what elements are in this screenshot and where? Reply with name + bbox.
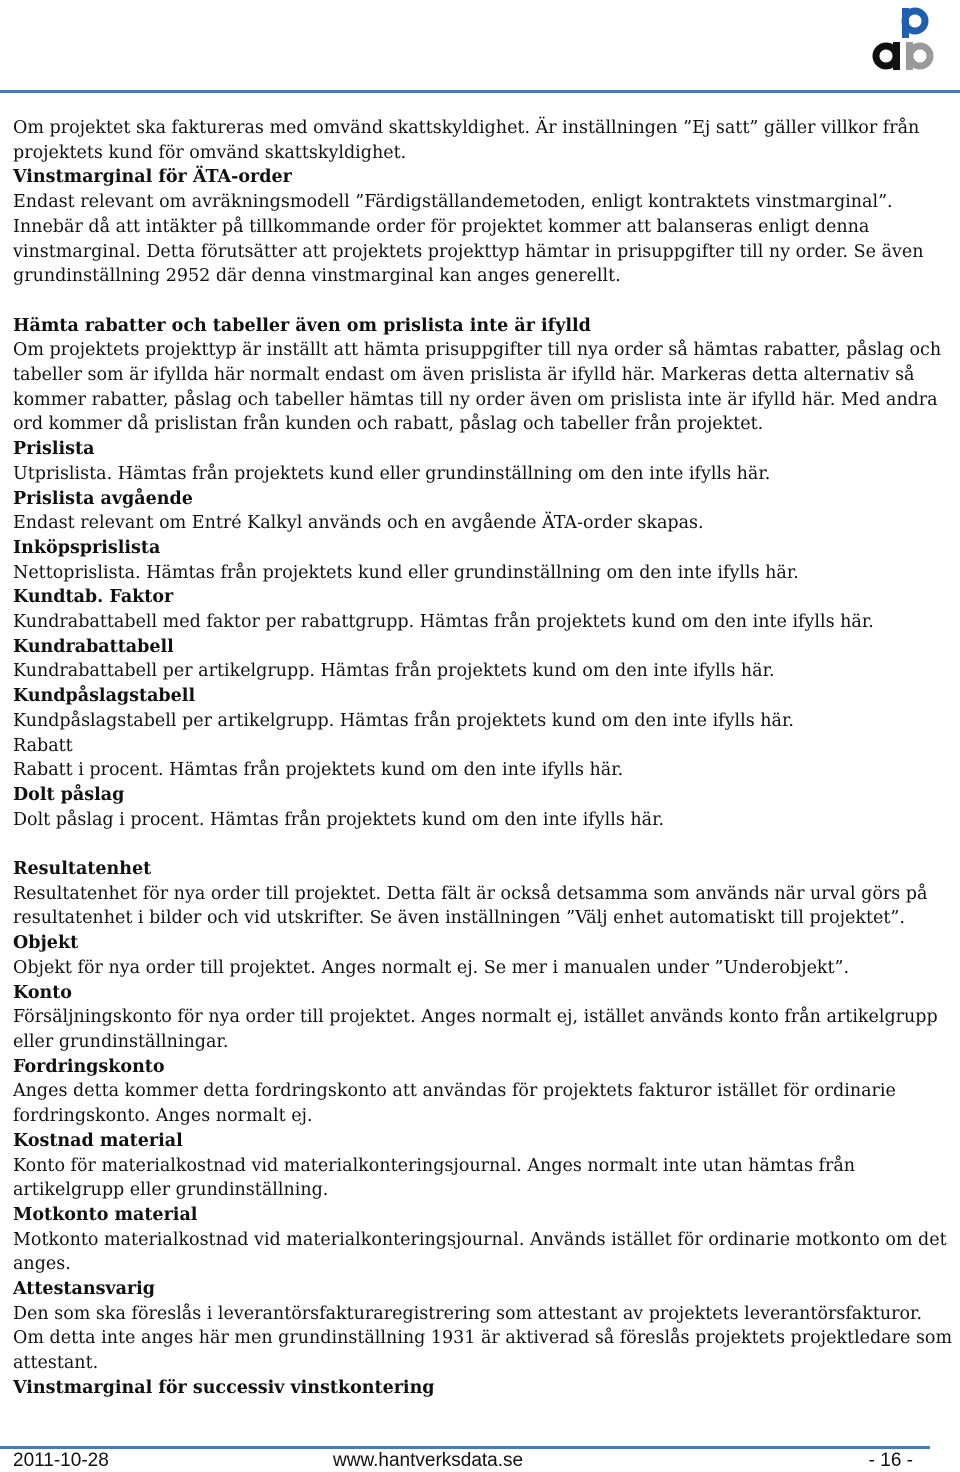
section-text-prislista-avgaende: Endast relevant om Entré Kalkyl används och en avgående ÄTA-order skapas. [13,513,704,534]
footer-rule [0,1446,930,1449]
section-text-konto: Försäljningskonto för nya order till projektet. Anges normalt ej, istället används konto från artikelgrupp eller grundinställningar. [13,1007,938,1052]
section-text-kundpaslagstabell: Kundpåslagstabell per artikelgrupp. Hämtas från projektets kund om den inte ifylls här. [13,710,794,731]
section-heading-kostnad-material: Kostnad material [13,1130,183,1151]
section-heading-konto: Konto [13,982,72,1003]
section-heading-fordringskonto: Fordringskonto [13,1056,165,1077]
section-heading-kundrabattabell: Kundrabattabell [13,636,174,657]
section-heading-prislista: Prislista [13,439,95,460]
header-rule [0,90,960,93]
section-heading-dolt-paslag: Dolt påslag [13,784,125,805]
section-text-attestansvarig: Den som ska föreslås i leverantörsfakturaregistrering som attestant av projektets leverantörsfakturor. Om detta inte anges här men grundinställning 1931 är aktiverad så föreslås projektets projektledare som attestant. [13,1303,953,1374]
section-heading-motkonto-material: Motkonto material [13,1204,198,1225]
page-footer [13,1450,913,1472]
section-heading-kundpaslagstabell: Kundpåslagstabell [13,686,196,707]
section-text-objekt: Objekt för nya order till projektet. Anges normalt ej. Se mer i manualen under ”Underobjekt”. [13,957,850,978]
section-text-vinst-ata: Endast relevant om avräkningsmodell ”Färdigställandemetoden, enligt kontraktets vinstmarginal”. Innebär då att intäkter på tillkommande order för projektet kommer att balanseras enligt denna vinstmarginal. Detta förutsätter att projektets projekttyp hämtar in prisuppgifter till ny order. Se även grundinställning 2952 där denna vinstmarginal kan anges generellt. [13,192,924,287]
hantverksdata-logo-icon [868,4,938,74]
section-heading-prislista-avgaende: Prislista avgående [13,488,193,509]
section-heading-hamta: Hämta rabatter och tabeller även om prislista inte är ifylld [13,315,591,336]
section-heading-objekt: Objekt [13,933,79,954]
section-heading-resultatenhet: Resultatenhet [13,859,152,880]
section-text-motkonto-material: Motkonto materialkostnad vid materialkonteringsjournal. Används istället för ordinarie motkonto om det anges. [13,1229,947,1275]
section-heading-rabatt: Rabatt [13,735,73,756]
section-heading-vinst-successiv: Vinstmarginal för successiv vinstkontering [13,1377,435,1398]
section-text-dolt-paslag: Dolt påslag i procent. Hämtas från projektets kund om den inte ifylls här. [13,809,665,830]
intro-paragraph: Om projektet ska faktureras med omvänd skattskyldighet. Är inställningen ”Ej satt” gäller villkor från projektets kund för omvänd skattskyldighet. [13,118,920,163]
section-heading-vinst-ata: Vinstmarginal för ÄTA-order [13,167,292,188]
section-text-hamta: Om projektets projekttyp är inställt att hämta prisuppgifter till nya order så hämtas rabatter, påslag och tabeller som är ifyllda här normalt endast om även prislista är ifylld här. Markeras detta alternativ så kommer rabatter, påslag och tabeller hämtas till ny order även om prislista inte är ifylld här. Med andra ord kommer då prislistan från kunden och rabatt, påslag och tabeller från projektet. [13,340,942,435]
section-text-inkopsprislista: Nettoprislista. Hämtas från projektets kund eller grundinställning om den inte ifylls här. [13,562,799,583]
section-text-rabatt: Rabatt i procent. Hämtas från projektets kund om den inte ifylls här. [13,760,624,781]
section-text-prislista: Utprislista. Hämtas från projektets kund eller grundinställning om den inte ifylls här. [13,463,771,484]
section-text-kundtab-faktor: Kundrabattabell med faktor per rabattgrupp. Hämtas från projektets kund om den inte ifylls här. [13,612,874,633]
section-text-kostnad-material: Konto för materialkostnad vid materialkonteringsjournal. Anges normalt inte utan hämtas från artikelgrupp eller grundinställning. [13,1155,856,1201]
section-heading-kundtab-faktor: Kundtab. Faktor [13,587,174,608]
section-text-kundrabattabell: Kundrabattabell per artikelgrupp. Hämtas från projektets kund om den inte ifylls här. [13,661,775,682]
section-heading-inkopsprislista: Inköpsprislista [13,537,161,558]
footer-url: www.hantverksdata.se [333,1450,524,1471]
footer-page-number: - 16 - [868,1450,913,1471]
section-text-fordringskonto: Anges detta kommer detta fordringskonto att användas för projektets fakturor istället för ordinarie fordringskonto. Anges normalt ej. [13,1081,896,1127]
section-heading-attestansvarig: Attestansvarig [13,1279,156,1300]
document-body [13,116,953,1401]
section-text-resultatenhet: Resultatenhet för nya order till projektet. Detta fält är också detsamma som används när urval görs på resultatenhet i bilder och vid utskrifter. Se även inställningen ”Välj enhet automatiskt till projektet”. [13,883,928,929]
footer-date: 2011-10-28 [13,1450,109,1471]
